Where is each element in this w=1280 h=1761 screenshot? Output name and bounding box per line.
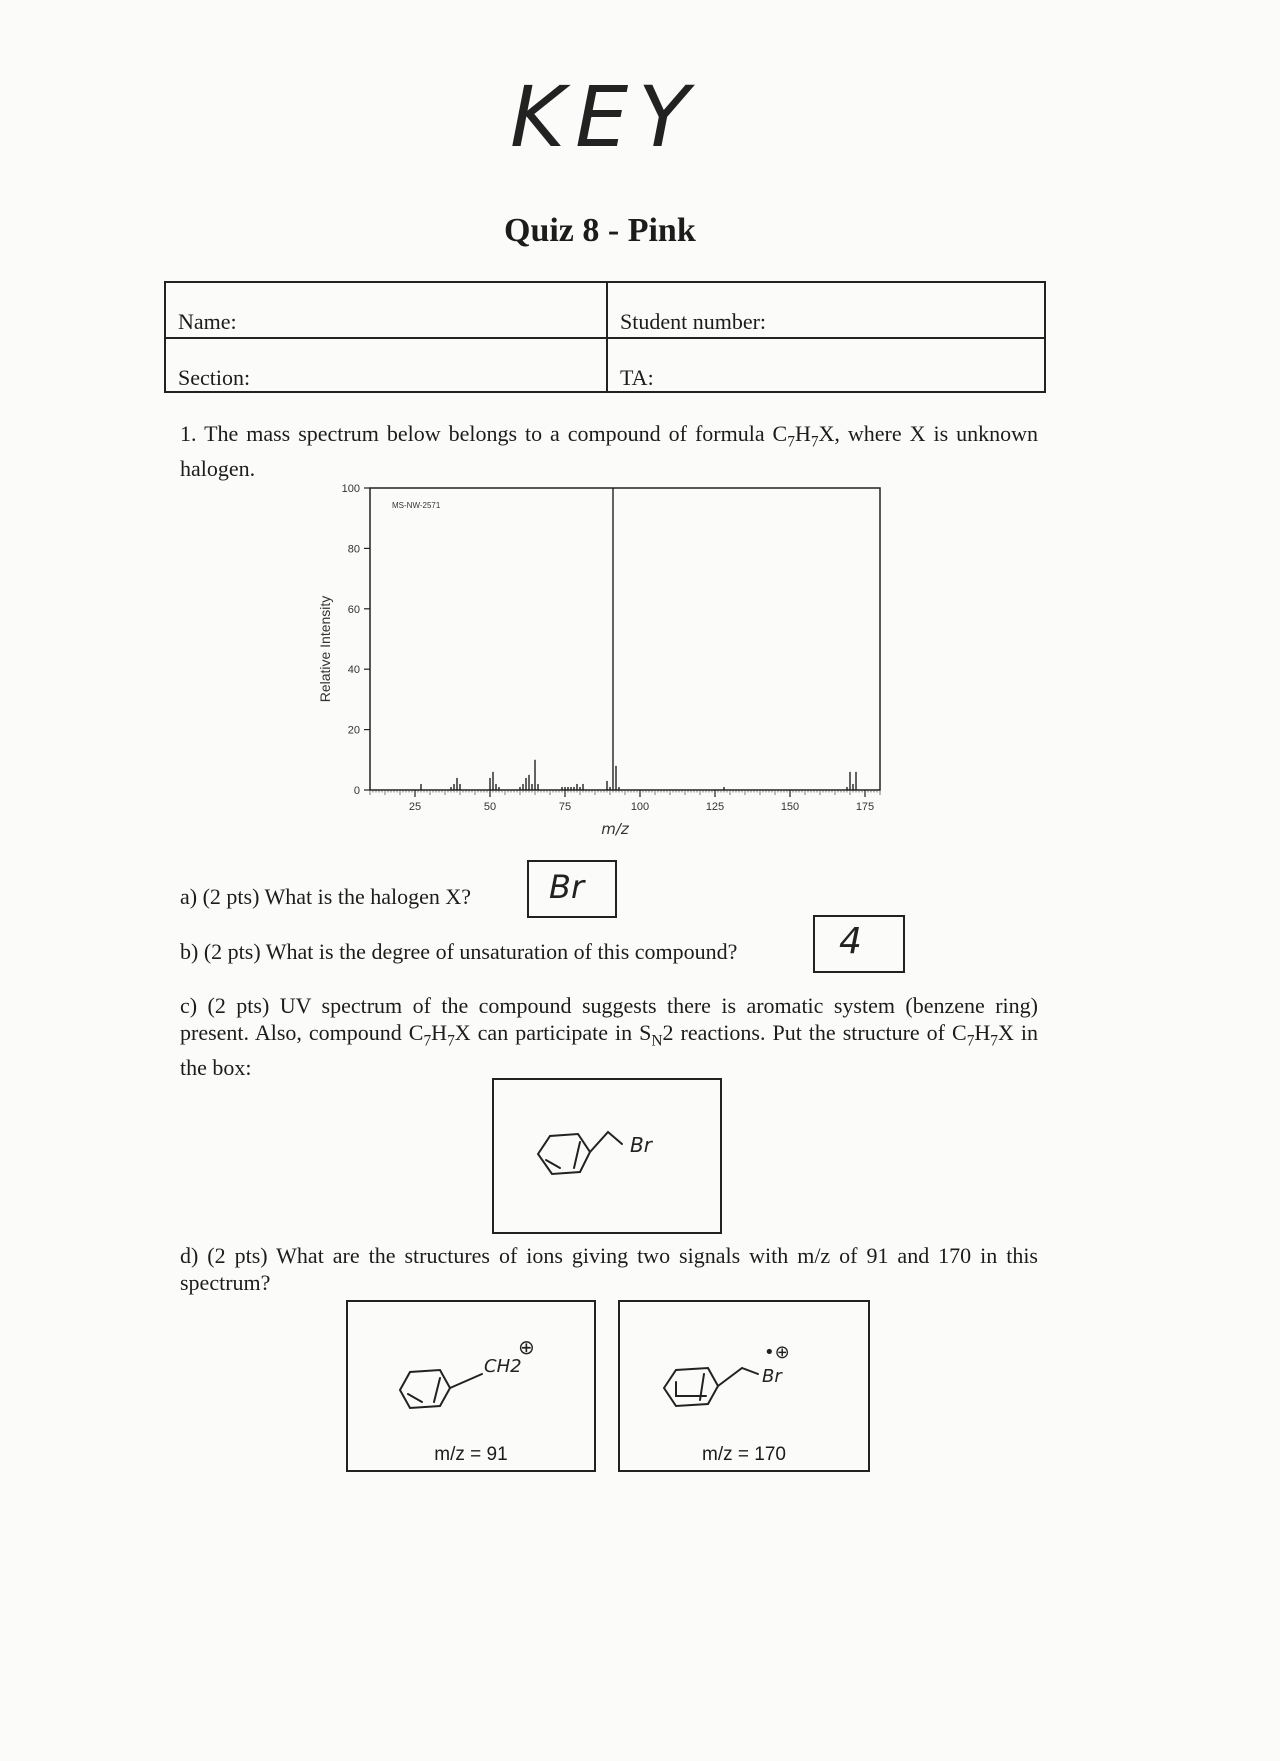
y-tick-label: 0 bbox=[353, 785, 360, 797]
part-a-answer-box bbox=[527, 860, 617, 918]
benzene-ring-icon bbox=[538, 1134, 590, 1174]
y-tick-label: 80 bbox=[347, 543, 360, 556]
section-label: Section: bbox=[178, 365, 251, 390]
qc-text-part: X can participate in S bbox=[454, 1020, 652, 1045]
ch2-bond bbox=[718, 1368, 758, 1386]
qc-subscript: N bbox=[651, 1032, 663, 1050]
x-tick-label: 25 bbox=[408, 801, 422, 813]
benzene-ring-icon bbox=[400, 1370, 450, 1408]
positive-charge-icon: ⊕ bbox=[518, 1335, 535, 1359]
ion-170-caption: m/z = 170 bbox=[702, 1444, 786, 1465]
qc-text-part: H bbox=[431, 1020, 448, 1045]
ch2-bond bbox=[450, 1374, 482, 1388]
qc-subscript: 7 bbox=[966, 1032, 975, 1050]
ring-double-bond bbox=[408, 1394, 422, 1402]
q1-text-part: 1. The mass spectrum below belongs to a compound of formula C bbox=[180, 421, 788, 446]
qc-subscript: 7 bbox=[423, 1032, 432, 1050]
qc-text-part: H bbox=[974, 1020, 991, 1045]
q1-text-part: H bbox=[794, 421, 811, 446]
ion-91-box bbox=[346, 1300, 596, 1472]
part-c-structure-box bbox=[492, 1078, 722, 1234]
qc-text-part: 2 reactions. Put the structure of C bbox=[662, 1020, 967, 1045]
benzyl-bromide-structure bbox=[494, 1080, 720, 1232]
answer-key-label: KEY bbox=[510, 68, 700, 166]
plot-frame bbox=[370, 488, 880, 790]
x-tick-label: 100 bbox=[630, 801, 650, 813]
info-row bbox=[166, 339, 1044, 393]
part-c-question bbox=[180, 992, 1038, 1081]
x-tick-label: 175 bbox=[855, 801, 875, 813]
ch2-label: CH2 bbox=[484, 1356, 522, 1377]
y-tick-label: 60 bbox=[347, 603, 360, 616]
x-axis-label: m/z bbox=[601, 820, 629, 838]
info-row bbox=[166, 283, 1044, 339]
q1-subscript: 7 bbox=[787, 433, 795, 451]
ch2-bond bbox=[590, 1132, 622, 1152]
mass-spectrum-chart bbox=[300, 480, 900, 860]
x-tick-label: 150 bbox=[780, 801, 800, 813]
student-info-table bbox=[164, 281, 1046, 393]
ring-double-bond bbox=[434, 1378, 440, 1402]
radical-cation-icon: •⊕ bbox=[764, 1342, 790, 1363]
quiz-title: Quiz 8 - Pink bbox=[504, 212, 696, 249]
q1-text-part: X, where X is unknown halogen. bbox=[180, 421, 1038, 482]
student-number-label: Student number: bbox=[606, 283, 1046, 337]
y-axis-label: Relative Intensity bbox=[317, 595, 333, 703]
name-label: Name: bbox=[178, 309, 237, 334]
ta-label: TA: bbox=[606, 339, 1046, 393]
molecular-ion-structure bbox=[620, 1302, 868, 1442]
part-b-answer-box bbox=[813, 915, 905, 973]
qc-subscript: 7 bbox=[990, 1032, 998, 1050]
y-tick-label: 100 bbox=[341, 483, 360, 495]
x-tick-label: 75 bbox=[558, 801, 572, 813]
part-d-question: d) (2 pts) What are the structures of ions giving two signals with m/z of 91 and 170 in this spectrum? bbox=[180, 1243, 1038, 1295]
ring-double-bond bbox=[574, 1142, 580, 1168]
chart-title: MS-NW-2571 bbox=[392, 501, 441, 510]
part-a-answer: Br bbox=[549, 868, 585, 906]
part-b-answer: 4 bbox=[839, 921, 862, 962]
q1-subscript: 7 bbox=[810, 433, 819, 451]
y-tick-label: 40 bbox=[347, 664, 360, 677]
question-1-text bbox=[180, 420, 1038, 482]
y-tick-label: 20 bbox=[347, 724, 360, 737]
part-b-question: b) (2 pts) What is the degree of unsaturation of this compound? bbox=[180, 939, 738, 964]
part-a-question: a) (2 pts) What is the halogen X? bbox=[180, 884, 472, 909]
x-tick-label: 50 bbox=[483, 801, 497, 813]
x-tick-label: 125 bbox=[705, 801, 725, 813]
structure-br-label: Br bbox=[630, 1133, 652, 1157]
qc-text-part: X in the box: bbox=[180, 1020, 1038, 1081]
benzene-ring-icon bbox=[664, 1368, 718, 1406]
benzyl-cation-structure bbox=[348, 1302, 594, 1442]
qc-subscript: 7 bbox=[447, 1032, 455, 1050]
ion-91-caption: m/z = 91 bbox=[434, 1444, 508, 1465]
qc-text-part: c) (2 pts) UV spectrum of the compound suggests there is aromatic system (benzene ring) present. Also, compound C bbox=[180, 993, 1038, 1045]
ion-br-label: Br bbox=[762, 1366, 782, 1387]
ion-170-box bbox=[618, 1300, 870, 1472]
